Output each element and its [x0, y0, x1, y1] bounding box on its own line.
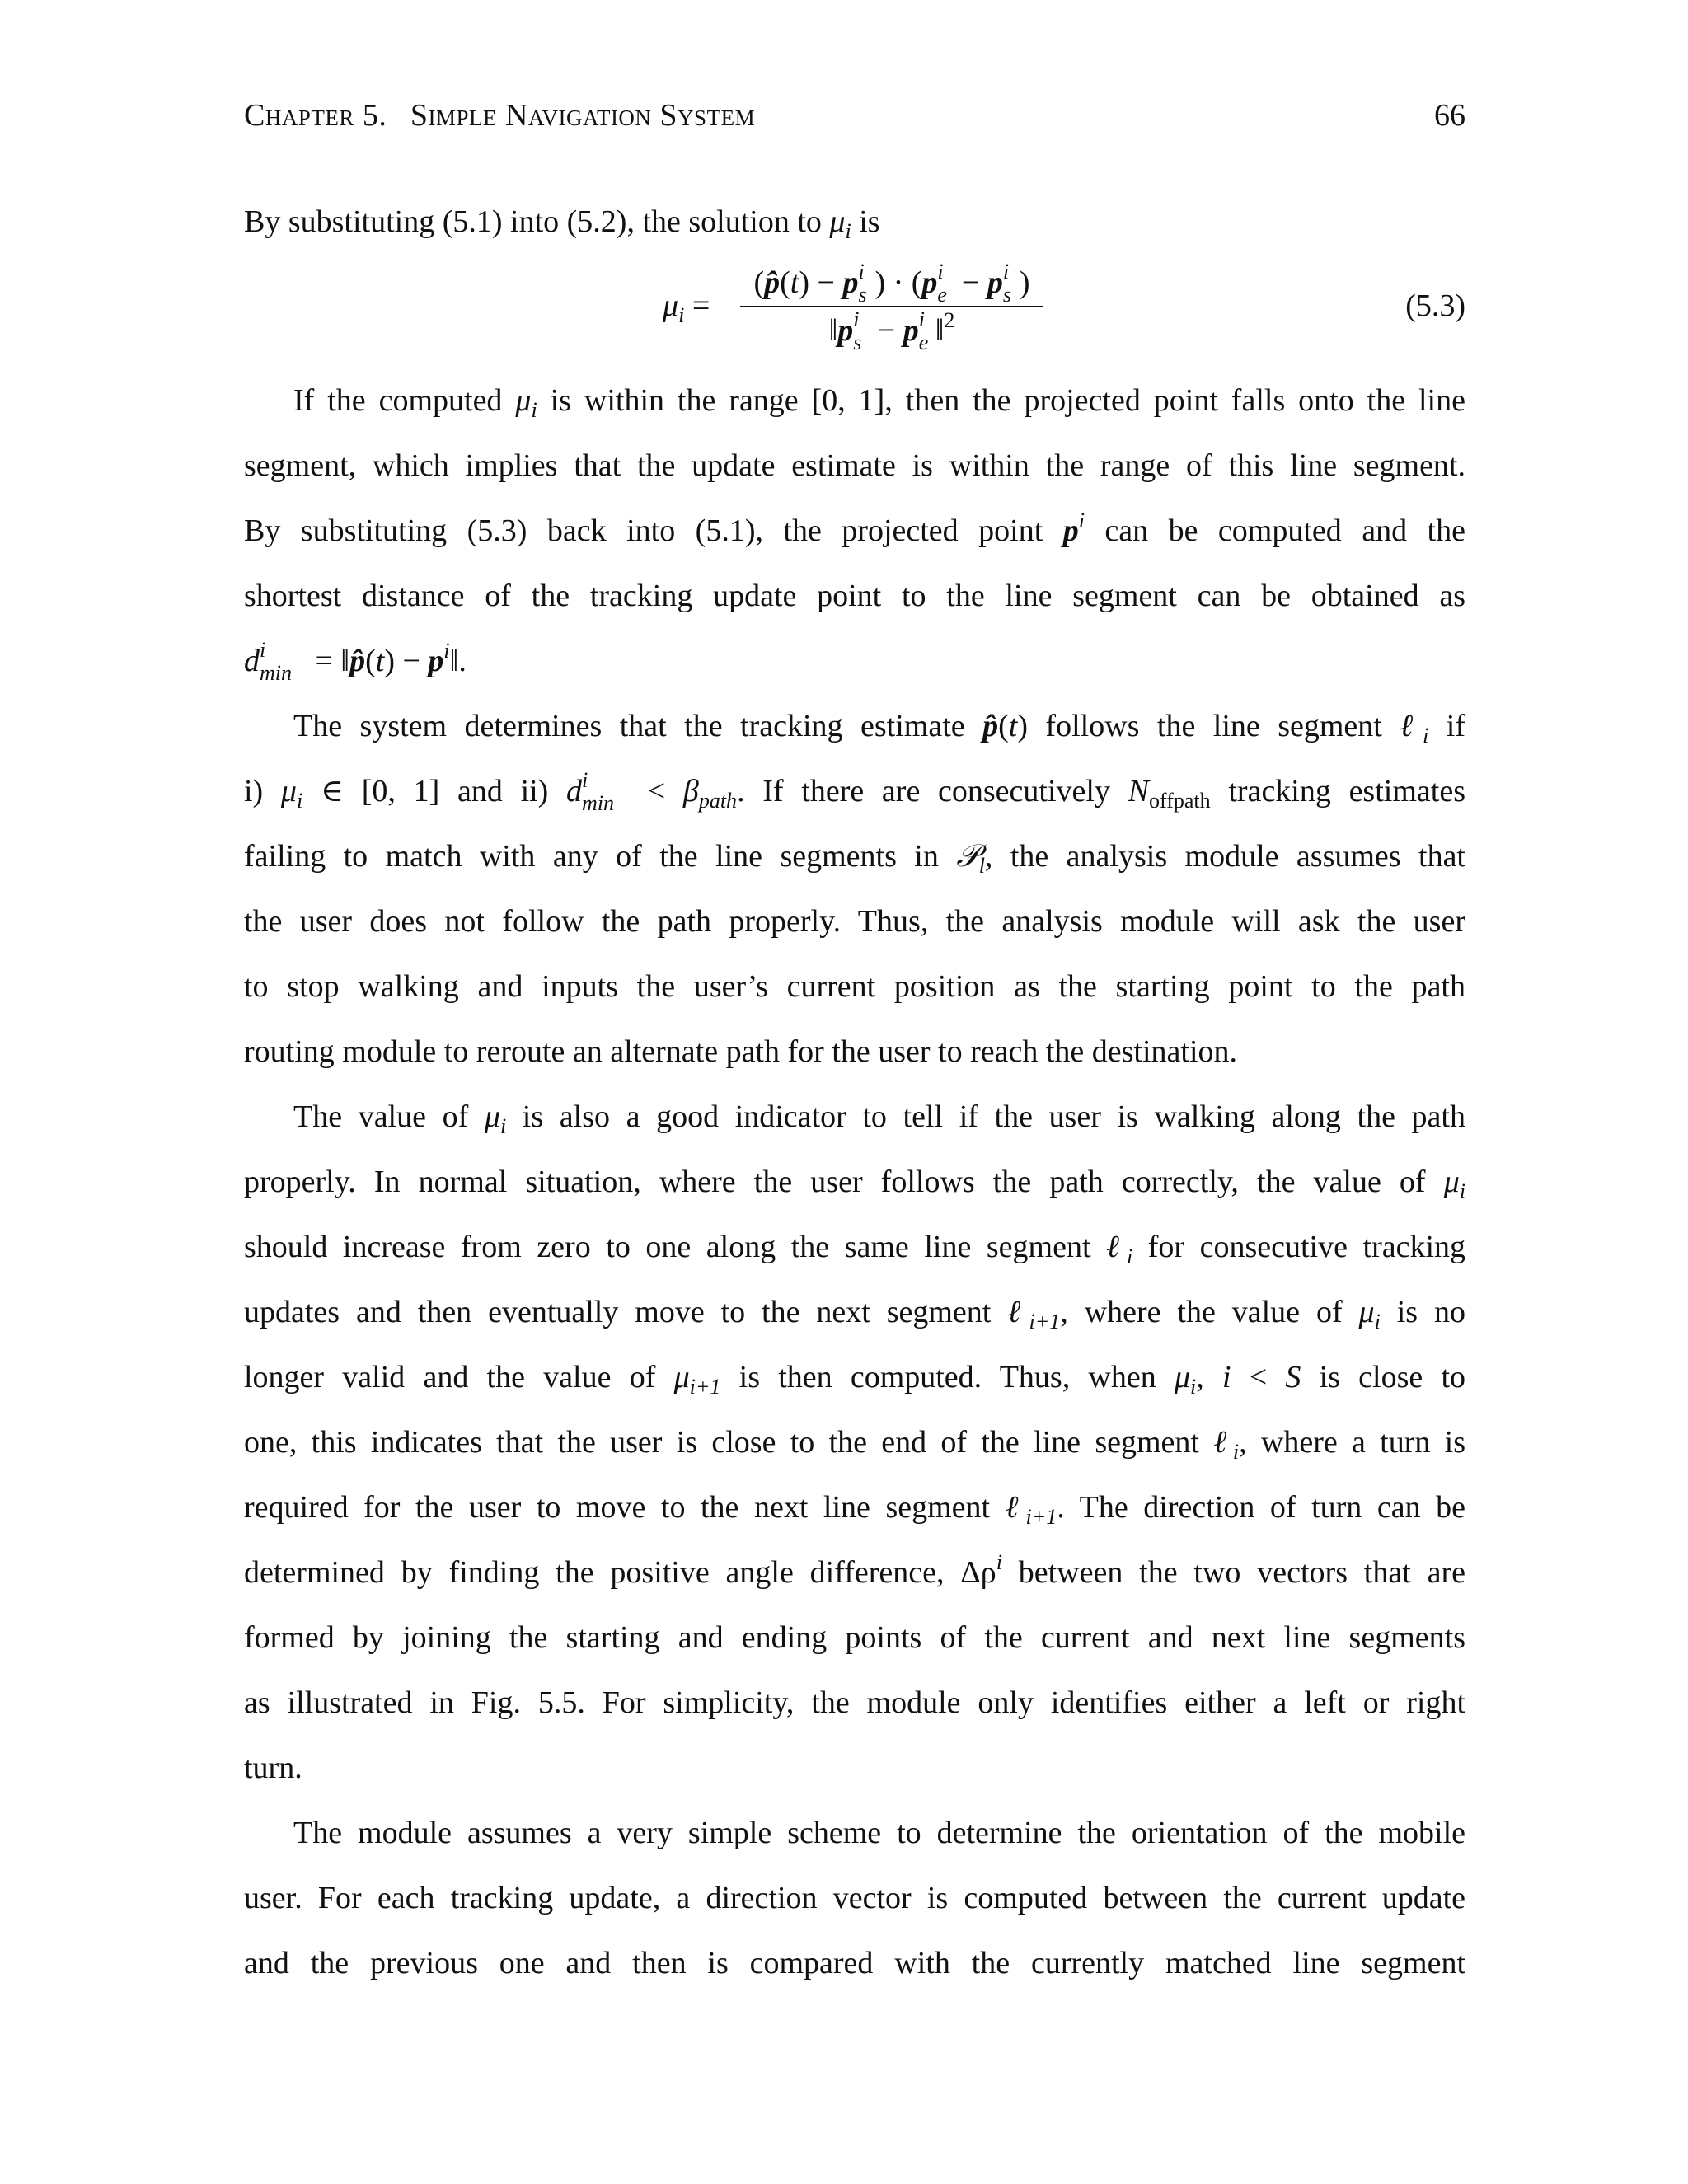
- running-header: [244, 97, 1465, 143]
- p1-line-1: If the computed $\mu_i$ is within the range [0, 1], then the projected point falls onto the line: [293, 383, 1465, 422]
- p1-line-5: d i min = ‖p̂(t) − $p^i‖$.: [244, 638, 467, 686]
- p4-line-1: The module assumes a very simple scheme to determine the orientation of the mobile: [293, 1816, 1465, 1850]
- equation-number: (5.3): [1405, 288, 1465, 323]
- p3-line-1: The value of $\mu_i$ is also a good indicator to tell if the user is walking along the path: [293, 1099, 1465, 1138]
- p3-line-3: should increase from zero to one along the same line segment ℓ$_i$ for consecutive tracking: [244, 1230, 1466, 1268]
- p2-line-4: the user does not follow the path properly. Thus, the analysis module will ask the user: [244, 904, 1465, 939]
- body-text: [244, 190, 1465, 1996]
- chapter-title: Simple Navigation System: [410, 98, 756, 133]
- p3-line-6: one, this indicates that the user is close to the end of the line segment ℓ$_i$, where a turn is: [244, 1425, 1466, 1464]
- p2-line-1: The system determines that the tracking estimate p̂(t) follows the line segment ℓ$_i$ if: [293, 709, 1466, 748]
- equation-5-3: [244, 260, 1465, 360]
- p2-line-6: routing module to reroute an alternate path for the user to reach the destination.: [244, 1034, 1238, 1069]
- chapter-heading: [244, 97, 755, 134]
- p4-line-3: and the previous one and then is compared with the currently matched line segment: [244, 1946, 1465, 1980]
- equation-lhs: $\mu_i$ =: [663, 288, 710, 327]
- equation-numerator: (p̂(t) − p i s ) · (p i e − p i s ): [753, 260, 1030, 307]
- chapter-label: Chapter 5.: [244, 98, 387, 133]
- p3-line-7: required for the user to move to the next line segment ℓ$_{i+1}$. The direction of turn can be: [244, 1490, 1465, 1529]
- p3-line-11: turn.: [244, 1750, 302, 1785]
- p3-line-2: properly. In normal situation, where the user follows the path correctly, the value of $\mu_i$: [244, 1165, 1465, 1203]
- p1-line-3: By substituting (5.3) back into (5.1), the projected point $p^i$ can be computed and the: [244, 509, 1465, 548]
- document-page: [244, 0, 1465, 2184]
- equation-denominator: ‖p i s − p i e ‖$^2$: [828, 307, 955, 355]
- p1-line-2: segment, which implies that the update estimate is within the range of this line segment.: [244, 448, 1465, 483]
- p3-line-5: longer valid and the value of $\mu_{i+1}$ is then computed. Thus, when $\mu_i$, i < S is close to: [244, 1360, 1466, 1399]
- p2-line-2: i) $\mu_i$ ∈ [0, 1] and ii) d i min < $\beta_{path}$. If there are consecutively $N_{offpath}$ tracking estimates: [244, 768, 1465, 816]
- equation-fraction: [738, 260, 1045, 354]
- p3-line-8: determined by finding the positive angle difference, $\Delta\rho^i$ between the two vectors that are: [244, 1550, 1465, 1590]
- page-number: 66: [1434, 98, 1465, 133]
- p3-line-9: formed by joining the starting and ending points of the current and next line segments: [244, 1620, 1465, 1655]
- p2-line-3: failing to match with any of the line segments in 𝒫$_l$, the analysis module assumes that: [244, 839, 1465, 878]
- p2-line-5: to stop walking and inputs the user’s current position as the starting point to the path: [244, 969, 1465, 1004]
- p3-line-4: updates and then eventually move to the next segment ℓ$_{i+1}$, where the value of $\mu_i$ is no: [244, 1295, 1465, 1333]
- p3-line-10: as illustrated in Fig. 5.5. For simplicity, the module only identifies either a left or right: [244, 1685, 1465, 1720]
- p1-line-4: shortest distance of the tracking update point to the line segment can be obtained as: [244, 579, 1465, 613]
- intro-line: By substituting (5.1) into (5.2), the solution to $\mu_i$ is: [244, 204, 880, 243]
- p4-line-2: user. For each tracking update, a direction vector is computed between the current update: [244, 1881, 1465, 1915]
